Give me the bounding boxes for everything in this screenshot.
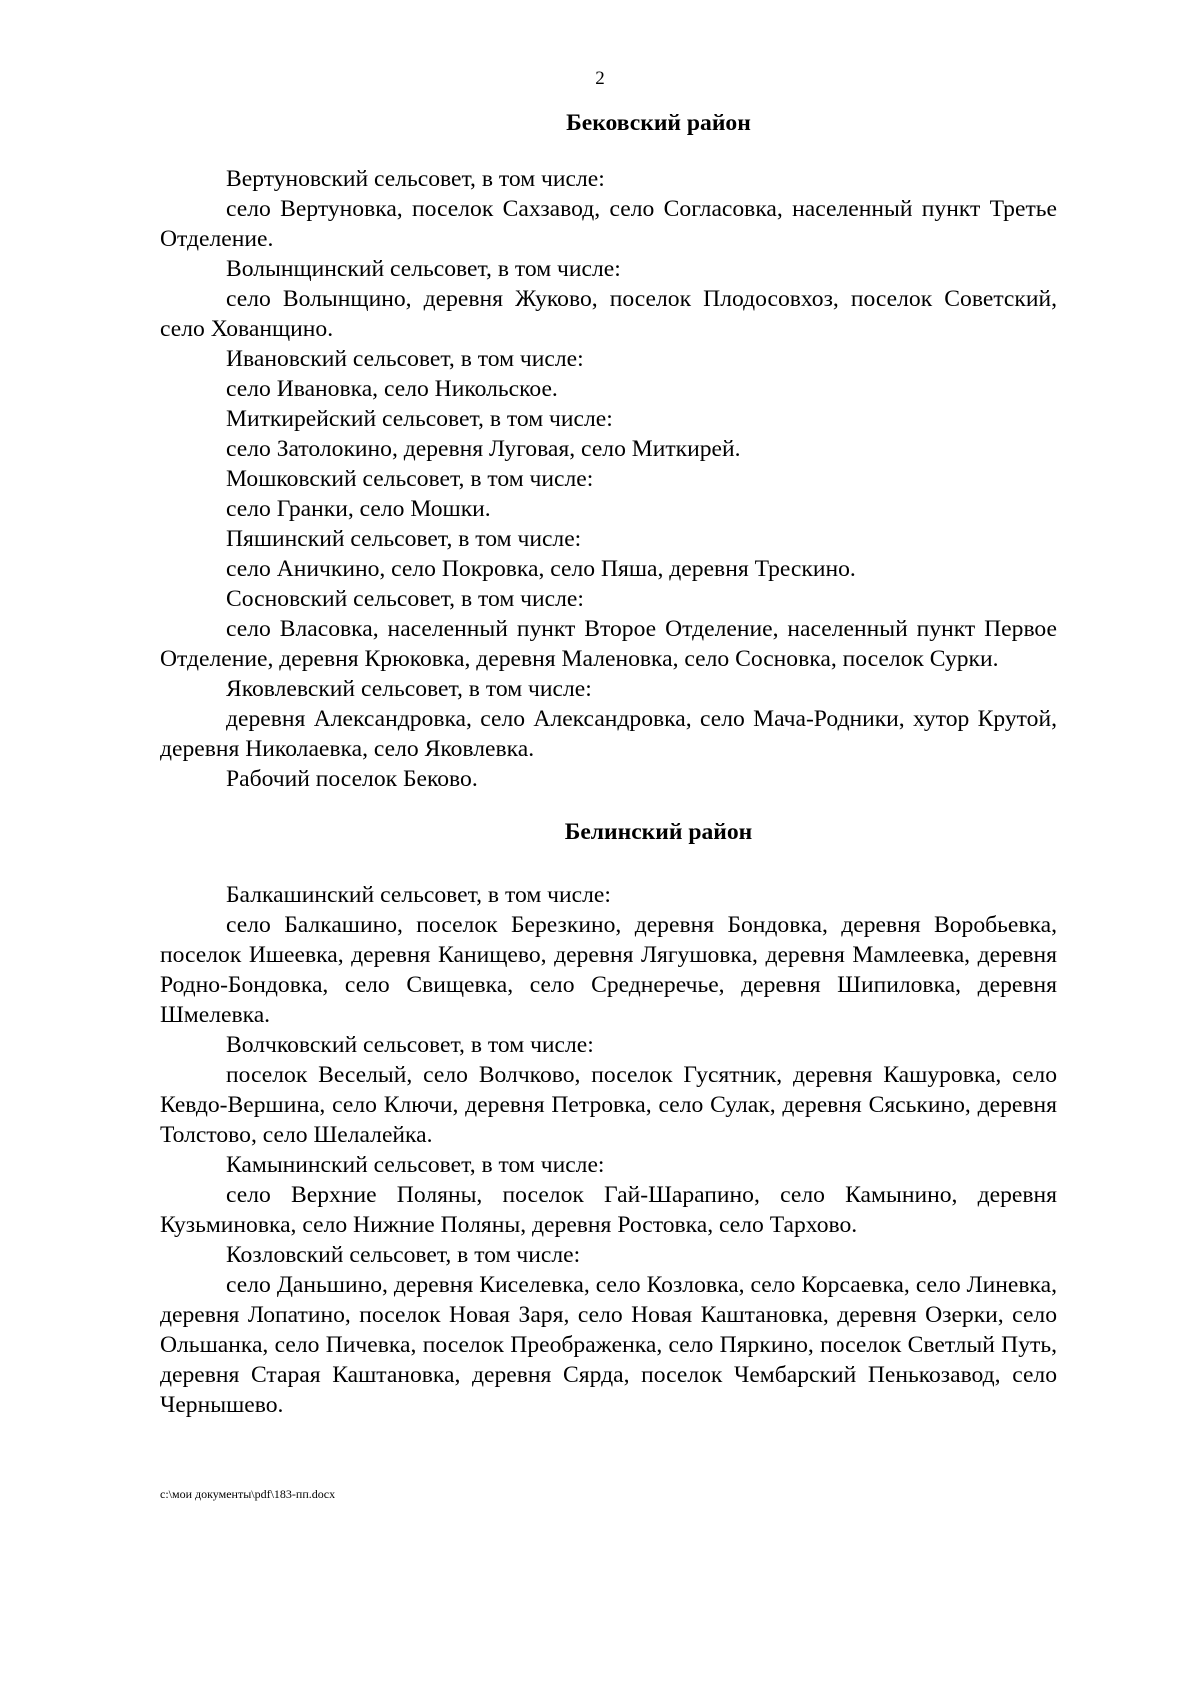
council-name: Козловский сельсовет, в том числе: (226, 1242, 581, 1268)
settlement-list: деревня Александровка, село Александровка, село Мача-Родники, хутор Крутой, деревня Николаевка, село Яковлевка. (160, 706, 1057, 762)
page-number: 2 (595, 68, 605, 89)
settlement-list: село Вертуновка, поселок Сахзавод, село Согласовка, населенный пункт Третье Отделение. (160, 196, 1057, 252)
settlement-list: село Ивановка, село Никольское. (226, 376, 558, 402)
section-title-belinsky: Белинский район (564, 819, 753, 845)
council-name: Сосновский сельсовет, в том числе: (226, 586, 584, 612)
council-name: Камынинский сельсовет, в том числе: (226, 1152, 605, 1178)
settlement-list: село Верхние Поляны, поселок Гай-Шарапино, село Камынино, деревня Кузьминовка, село Нижние Поляны, деревня Ростовка, село Тархово. (160, 1182, 1057, 1238)
council-name: Мошковский сельсовет, в том числе: (226, 466, 594, 492)
council-name: Волынщинский сельсовет, в том числе: (226, 256, 621, 282)
settlement-list: село Аничкино, село Покровка, село Пяша, деревня Трескино. (226, 556, 856, 582)
settlement-list: село Гранки, село Мошки. (226, 496, 491, 522)
council-name: Ивановский сельсовет, в том числе: (226, 346, 584, 372)
settlement-list: село Власовка, населенный пункт Второе Отделение, населенный пункт Первое Отделение, деревня Крюковка, деревня Маленовка, село Сосновка, поселок Сурки. (160, 616, 1057, 672)
settlement-list: поселок Веселый, село Волчково, поселок Гусятник, деревня Кашуровка, село Кевдо-Вершина, село Ключи, деревня Петровка, село Сулак, деревня Сяськино, деревня Толстово, село Шелалейка. (160, 1062, 1057, 1148)
council-name: Волчковский сельсовет, в том числе: (226, 1032, 594, 1058)
footer-file-path: c:\мои документы\pdf\183-пп.docx (160, 1487, 336, 1501)
settlement-list: село Волынщино, деревня Жуково, поселок Плодосовхоз, поселок Советский, село Хованщино. (160, 286, 1057, 342)
settlement-list: село Балкашино, поселок Березкино, деревня Бондовка, деревня Воробьевка, поселок Ишеевка, деревня Канищево, деревня Лягушовка, деревня Мамлеевка, деревня Родно-Бондовка, село Свищевка, село Среднеречье, деревня Шипиловка, деревня Шмелевка. (160, 912, 1057, 1028)
closing-line: Рабочий поселок Беково. (226, 766, 478, 792)
settlement-list: село Затолокино, деревня Луговая, село Миткирей. (226, 436, 741, 462)
document-body (160, 108, 1057, 1420)
council-name: Пяшинский сельсовет, в том числе: (226, 526, 582, 552)
council-name: Яковлевский сельсовет, в том числе: (226, 676, 592, 702)
council-name: Вертуновский сельсовет, в том числе: (226, 166, 605, 192)
section-title-bekovsky: Бековский район (566, 110, 751, 136)
settlement-list: село Даньшино, деревня Киселевка, село Козловка, село Корсаевка, село Линевка, деревня Лопатино, поселок Новая Заря, село Новая Каштановка, деревня Озерки, село Ольшанка, село Пичевка, поселок Преображенка, село Пяркино, поселок Светлый Путь, деревня Старая Каштановка, деревня Сярда, поселок Чембарский Пенькозавод, село Чернышево. (160, 1272, 1057, 1418)
council-name: Балкашинский сельсовет, в том числе: (226, 882, 611, 908)
council-name: Миткирейский сельсовет, в том числе: (226, 406, 613, 432)
